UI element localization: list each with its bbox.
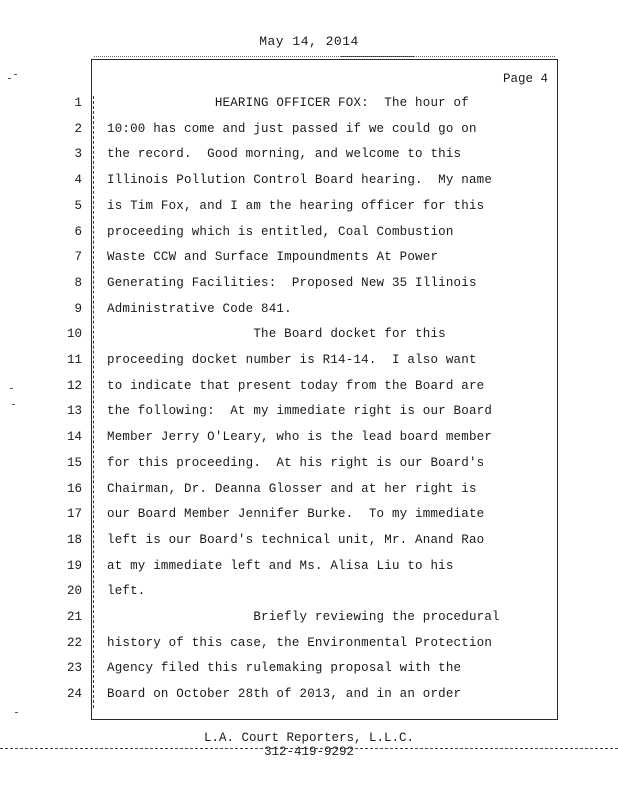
line-number: 9 <box>74 302 82 316</box>
transcript-line-text: Member Jerry O'Leary, who is the lead board member <box>107 430 493 444</box>
scan-speck <box>15 712 18 713</box>
margin-rule <box>93 96 94 708</box>
transcript-line-text: the following: At my immediate right is our Board <box>107 404 493 418</box>
line-number: 11 <box>66 353 82 367</box>
transcript-line-text: is Tim Fox, and I am the hearing officer for this <box>107 199 485 213</box>
transcript-line-text: Agency filed this rulemaking proposal with the <box>107 661 462 675</box>
line-number: 2 <box>74 122 82 136</box>
line-number: 23 <box>66 661 82 675</box>
line-number: 5 <box>74 199 82 213</box>
page-number: Page 4 <box>502 72 548 86</box>
transcript-line-text: Generating Facilities: Proposed New 35 Illinois <box>107 276 477 290</box>
line-number: 22 <box>66 636 82 650</box>
transcript-line-text: Chairman, Dr. Deanna Glosser and at her right is <box>107 482 477 496</box>
line-number: 24 <box>66 687 82 701</box>
reporter-phone: 312-419-9292 <box>263 745 354 759</box>
transcript-line-text: The Board docket for this <box>107 327 446 341</box>
transcript-line-text: 10:00 has come and just passed if we could go on <box>107 122 477 136</box>
transcript-line-text: at my immediate left and Ms. Alisa Liu to his <box>107 559 454 573</box>
transcript-line-text: to indicate that present today from the Board are <box>107 379 485 393</box>
line-number: 1 <box>74 96 82 110</box>
reporter-name: L.A. Court Reporters, L.L.C. <box>203 731 415 745</box>
transcript-date: May 14, 2014 <box>259 34 359 49</box>
line-number: 15 <box>66 456 82 470</box>
transcript-line-text: Illinois Pollution Control Board hearing. My name <box>107 173 493 187</box>
transcript-line-text: Waste CCW and Surface Impoundments At Power <box>107 250 439 264</box>
line-number: 12 <box>66 379 82 393</box>
transcript-line-text: proceeding which is entitled, Coal Combustion <box>107 225 454 239</box>
transcript-line-text: left. <box>107 584 146 598</box>
line-number: 7 <box>74 250 82 264</box>
line-number: 18 <box>66 533 82 547</box>
line-number: 20 <box>66 584 82 598</box>
line-number: 8 <box>74 276 82 290</box>
transcript-line-text: proceeding docket number is R14-14. I also want <box>107 353 477 367</box>
line-number: 16 <box>66 482 82 496</box>
transcript-line-text: HEARING OFFICER FOX: The hour of <box>107 96 469 110</box>
transcript-line-text: for this proceeding. At his right is our Board's <box>107 456 485 470</box>
transcript-line-text: history of this case, the Environmental Protection <box>107 636 493 650</box>
line-number: 4 <box>74 173 82 187</box>
scan-speck <box>8 78 11 79</box>
transcript-line-text: Briefly reviewing the procedural <box>107 610 500 624</box>
line-number: 6 <box>74 225 82 239</box>
transcript-line-text: Board on October 28th of 2013, and in an order <box>107 687 462 701</box>
line-number: 14 <box>66 430 82 444</box>
scan-speck <box>14 74 17 75</box>
transcript-line-text: the record. Good morning, and welcome to this <box>107 147 462 161</box>
transcript-line-text: Administrative Code 841. <box>107 302 292 316</box>
line-number: 10 <box>66 327 82 341</box>
transcript-line-text: our Board Member Jennifer Burke. To my immediate <box>107 507 485 521</box>
scan-speck <box>10 388 13 389</box>
line-number: 17 <box>66 507 82 521</box>
line-number: 3 <box>74 147 82 161</box>
line-number: 13 <box>66 404 82 418</box>
transcript-line-text: left is our Board's technical unit, Mr. Anand Rao <box>107 533 485 547</box>
line-number: 19 <box>66 559 82 573</box>
scan-speck <box>12 404 15 405</box>
line-number: 21 <box>66 610 82 624</box>
